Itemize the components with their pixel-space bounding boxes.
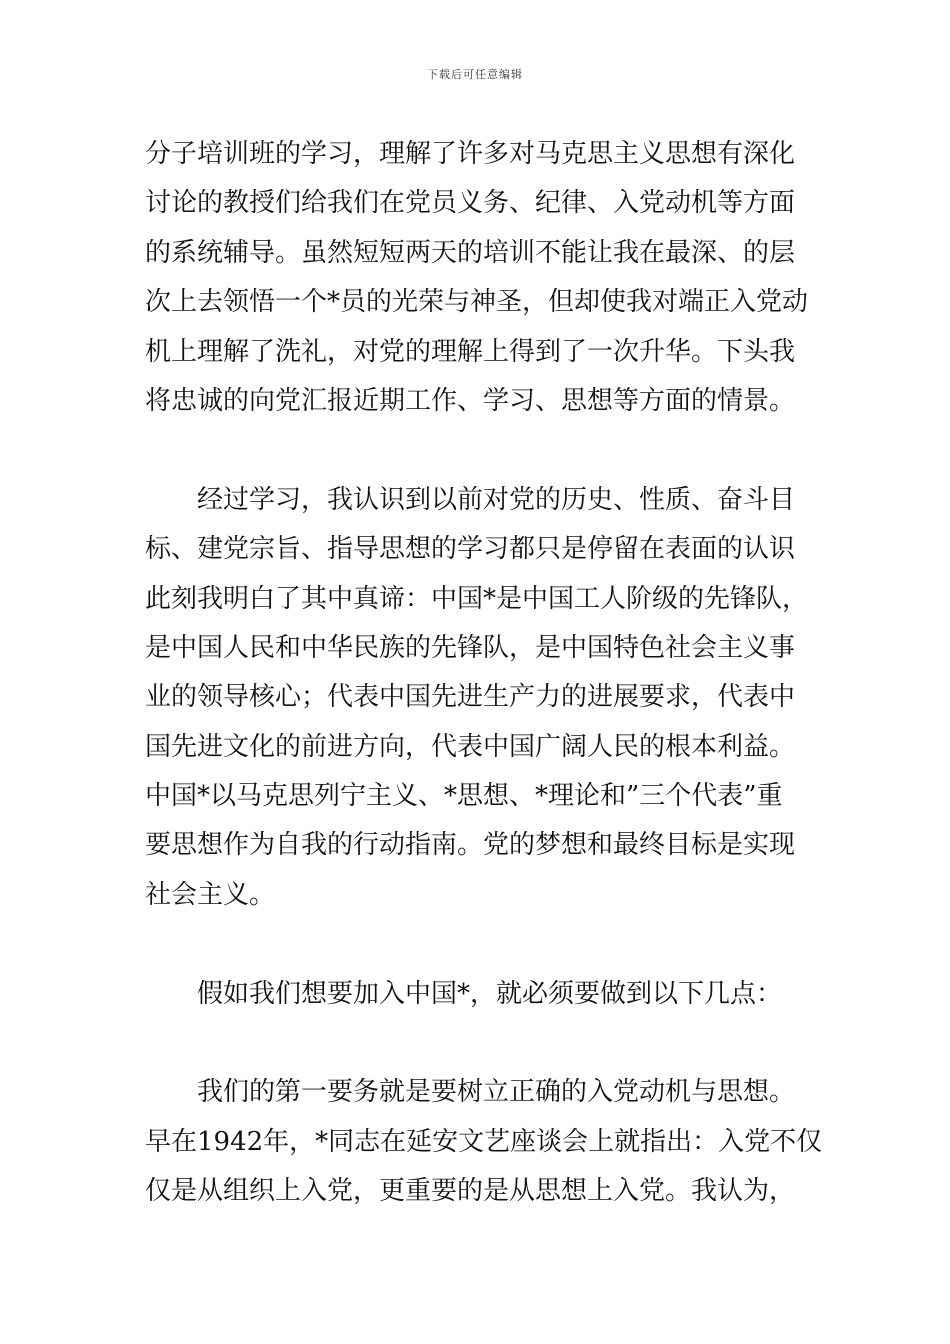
text-line: 假如我们想要加入中国*，就必须要做到以下几点： xyxy=(145,978,783,1009)
text-line: 中国*以马克思列宁主义、*思想、*理论和”三个代表”重 xyxy=(145,781,783,812)
text-line: 此刻我明白了其中真谛：中国*是中国工人阶级的先锋队， xyxy=(145,583,809,614)
document-body xyxy=(145,130,823,1217)
text-line: 我们的第一要务就是要树立正确的入党动机与思想。 xyxy=(145,1077,796,1108)
text-line: 机上理解了洗礼，对党的理解上得到了一次升华。下头我 xyxy=(145,336,796,367)
text-line: 国先进文化的前进方向，代表中国广阔人民的根本利益。 xyxy=(145,731,796,762)
paragraph-1 xyxy=(145,130,813,426)
text-line: 是中国人民和中华民族的先锋队，是中国特色社会主义事 xyxy=(145,632,796,663)
text-line: 要思想作为自我的行动指南。党的梦想和最终目标是实现 xyxy=(145,830,796,861)
text-line: 业的领导核心；代表中国先进生产力的进展要求，代表中 xyxy=(145,682,796,713)
text-line: 的系统辅导。虽然短短两天的培训不能让我在最深、的层 xyxy=(145,237,796,268)
paragraph-spacer xyxy=(145,426,813,475)
text-line: 早在1942年，*同志在延安文艺座谈会上就指出：入党不仅 xyxy=(145,1126,823,1157)
text-line: 标、建党宗旨、指导思想的学习都只是停留在表面的认识 xyxy=(145,534,796,565)
paragraph-2 xyxy=(145,476,813,921)
paragraph-spacer xyxy=(145,1019,813,1068)
text-line: 次上去领悟一个*员的光荣与神圣，但却使我对端正入党动 xyxy=(145,287,809,318)
text-line: 社会主义。 xyxy=(145,879,276,910)
text-line: 讨论的教授们给我们在党员义务、纪律、入党动机等方面 xyxy=(145,188,796,219)
page-header: 下载后可任意编辑 xyxy=(427,68,523,81)
paragraph-3 xyxy=(145,970,813,1019)
paragraph-4 xyxy=(145,1068,823,1216)
text-line: 将忠诚的向党汇报近期工作、学习、思想等方面的情景。 xyxy=(145,385,796,416)
text-line: 仅是从组织上入党，更重要的是从思想上入党。我认为， xyxy=(145,1176,796,1207)
text-line: 经过学习，我认识到以前对党的历史、性质、奋斗目 xyxy=(145,484,796,515)
paragraph-spacer xyxy=(145,920,813,969)
text-line: 分子培训班的学习，理解了许多对马克思主义思想有深化 xyxy=(145,139,796,169)
